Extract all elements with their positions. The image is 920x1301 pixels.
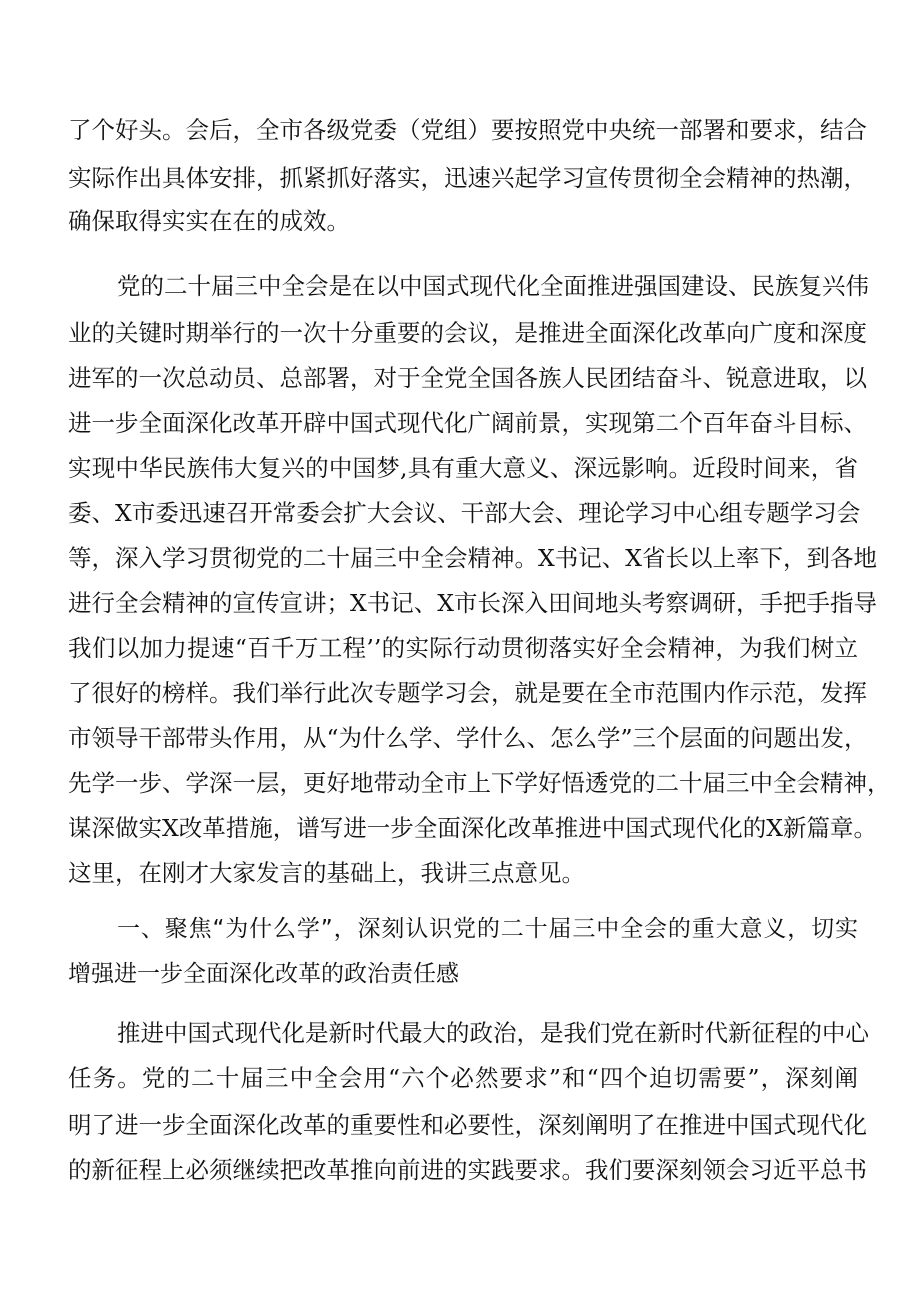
paragraph-line: 了个好头。会后，全市各级党委（党组）要按照党中央统一部署和要求，结合 (68, 116, 867, 144)
paragraph-line: 先学一步、学深一层，更好地带动全市上下学好悟透党的二十届三中全会精神， (68, 769, 891, 797)
paragraph-line: 任务。党的二十届三中全会用“六个必然要求”和“四个迫切需要”，深刻阐 (68, 1064, 858, 1092)
paragraph-line: 这里，在刚才大家发言的基础上，我讲三点意见。 (68, 859, 585, 887)
paragraph-line: 确保取得实实在在的成效。 (68, 207, 350, 235)
paragraph-line: 推进中国式现代化是新时代最大的政治，是我们党在新时代新征程的中心 (117, 1019, 869, 1047)
paragraph-line: 进一步全面深化改革开辟中国式现代化广阔前景，实现第二个百年奋斗目标、 (68, 409, 867, 437)
paragraph-line: 等，深入学习贯彻党的二十届三中全会精神。X书记、X省长以上率下，到各地 (68, 544, 877, 572)
paragraph-line: 委、X市委迅速召开常委会扩大会议、干部大会、理论学习中心组专题学习会 (68, 499, 861, 527)
paragraph-line: 业的关键时期举行的一次十分重要的会议，是推进全面深化改革向广度和深度 (68, 319, 867, 347)
section-heading-line: 增强进一步全面深化改革的政治责任感 (68, 961, 459, 987)
paragraph-line: 的新征程上必须继续把改革推向前进的实践要求。我们要深刻领会习近平总书 (68, 1156, 867, 1184)
paragraph-line: 实际作出具体安排，抓紧抓好落实，迅速兴起学习宣传贯彻全会精神的热潮， (68, 164, 867, 192)
paragraph-line: 了很好的榜样。我们举行此次专题学习会，就是要在全市范围内作示范，发挥 (68, 679, 867, 707)
paragraph-line: 党的二十届三中全会是在以中国式现代化全面推进强国建设、民族复兴伟 (117, 272, 869, 300)
paragraph-line: 市领导干部带头作用，从“为什么学、学什么、怎么学”三个层面的问题出发， (68, 724, 868, 752)
paragraph-line: 我们以加力提速“百千万工程’’的实际行动贯彻落实好全会精神，为我们树立 (68, 634, 858, 662)
paragraph-line: 谋深做实X改革措施，谱写进一步全面深化改革推进中国式现代化的X新篇章。 (68, 814, 877, 842)
paragraph-line: 进军的一次总动员、总部署，对于全党全国各族人民团结奋斗、锐意进取，以 (68, 364, 867, 392)
paragraph-line: 明了进一步全面深化改革的重要性和必要性，深刻阐明了在推进中国式现代化 (68, 1111, 867, 1139)
section-heading-line: 一、聚焦“为什么学”，深刻认识党的二十届三中全会的重大意义，切实 (117, 916, 858, 942)
paragraph-line: 实现中华民族伟大复兴的中国梦,具有重大意义、深远影响。近段时间来，省 (68, 454, 858, 482)
paragraph-line: 进行全会精神的宣传宣讲；X书记、X市长深入田间地头考察调研，手把手指导 (68, 589, 877, 617)
